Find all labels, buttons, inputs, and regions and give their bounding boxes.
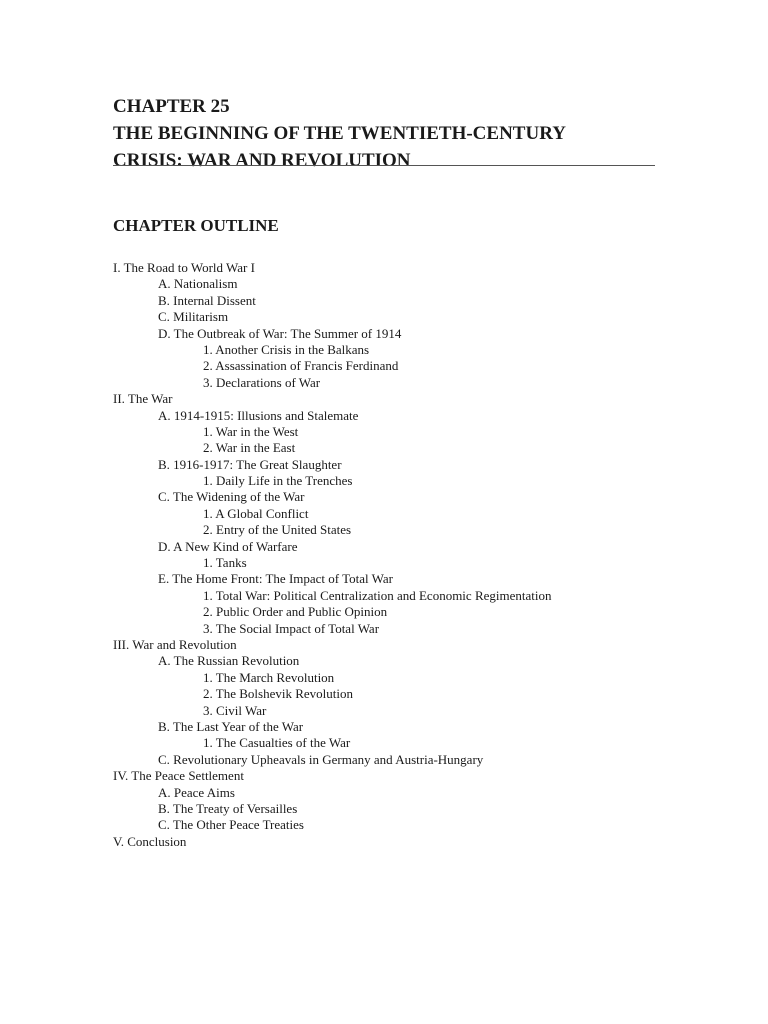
title-divider	[113, 165, 655, 166]
outline-item: 1. Another Crisis in the Balkans	[203, 341, 370, 357]
outline-subsection: D. A New Kind of Warfare	[158, 538, 298, 554]
outline-subsection: C. The Other Peace Treaties	[158, 817, 304, 833]
outline-item: 1. A Global Conflict	[203, 505, 309, 521]
outline-section: V. Conclusion	[113, 833, 187, 849]
outline-item: 1. Tanks	[203, 555, 247, 571]
outline-subsection: C. The Widening of the War	[158, 489, 305, 505]
outline-item: 3. Declarations of War	[203, 374, 321, 390]
outline-item: 1. War in the West	[203, 423, 299, 439]
outline-section: IV. The Peace Settlement	[113, 768, 244, 784]
outline-heading: CHAPTER OUTLINE	[113, 216, 279, 235]
outline-item: 1. Daily Life in the Trenches	[203, 473, 353, 489]
outline-subsection: D. The Outbreak of War: The Summer of 1914	[158, 325, 402, 341]
outline-item: 1. The Casualties of the War	[203, 735, 351, 751]
chapter-heading	[113, 93, 673, 174]
outline-item: 2. Assassination of Francis Ferdinand	[203, 358, 399, 374]
outline-item: 2. Public Order and Public Opinion	[203, 604, 388, 620]
chapter-label: CHAPTER 25	[113, 96, 230, 117]
outline-subsection: B. 1916-1917: The Great Slaughter	[158, 456, 342, 472]
outline-item: 3. The Social Impact of Total War	[203, 620, 380, 636]
outline-item: 3. Civil War	[203, 702, 267, 718]
outline-subsection: B. Internal Dissent	[158, 292, 256, 308]
outline-subsection: B. The Last Year of the War	[158, 718, 304, 734]
outline-section: I. The Road to World War I	[113, 260, 255, 275]
outline-section: III. War and Revolution	[113, 636, 237, 652]
outline-item: 1. Total War: Political Centralization and Economic Regimentation	[203, 587, 552, 603]
outline-subsection: A. The Russian Revolution	[158, 653, 300, 669]
outline-item: 2. The Bolshevik Revolution	[203, 686, 353, 702]
outline-subsection: A. Peace Aims	[158, 784, 235, 800]
chapter-title-line-1: THE BEGINNING OF THE TWENTIETH-CENTURY	[113, 123, 566, 144]
outline-subsection: A. Nationalism	[158, 276, 238, 292]
outline-subsection: E. The Home Front: The Impact of Total War	[158, 571, 394, 587]
outline-section: II. The War	[113, 391, 173, 407]
outline-item: 2. War in the East	[203, 440, 296, 456]
outline-subsection: C. Revolutionary Upheavals in Germany and Austria-Hungary	[158, 751, 484, 767]
chapter-outline	[113, 260, 733, 850]
outline-subsection: A. 1914-1915: Illusions and Stalemate	[158, 407, 359, 423]
outline-item: 1. The March Revolution	[203, 669, 335, 685]
outline-subsection: B. The Treaty of Versailles	[158, 800, 298, 816]
chapter-title-line-2: CRISIS: WAR AND REVOLUTION	[113, 150, 411, 171]
outline-subsection: C. Militarism	[158, 309, 229, 325]
outline-item: 2. Entry of the United States	[203, 522, 352, 538]
